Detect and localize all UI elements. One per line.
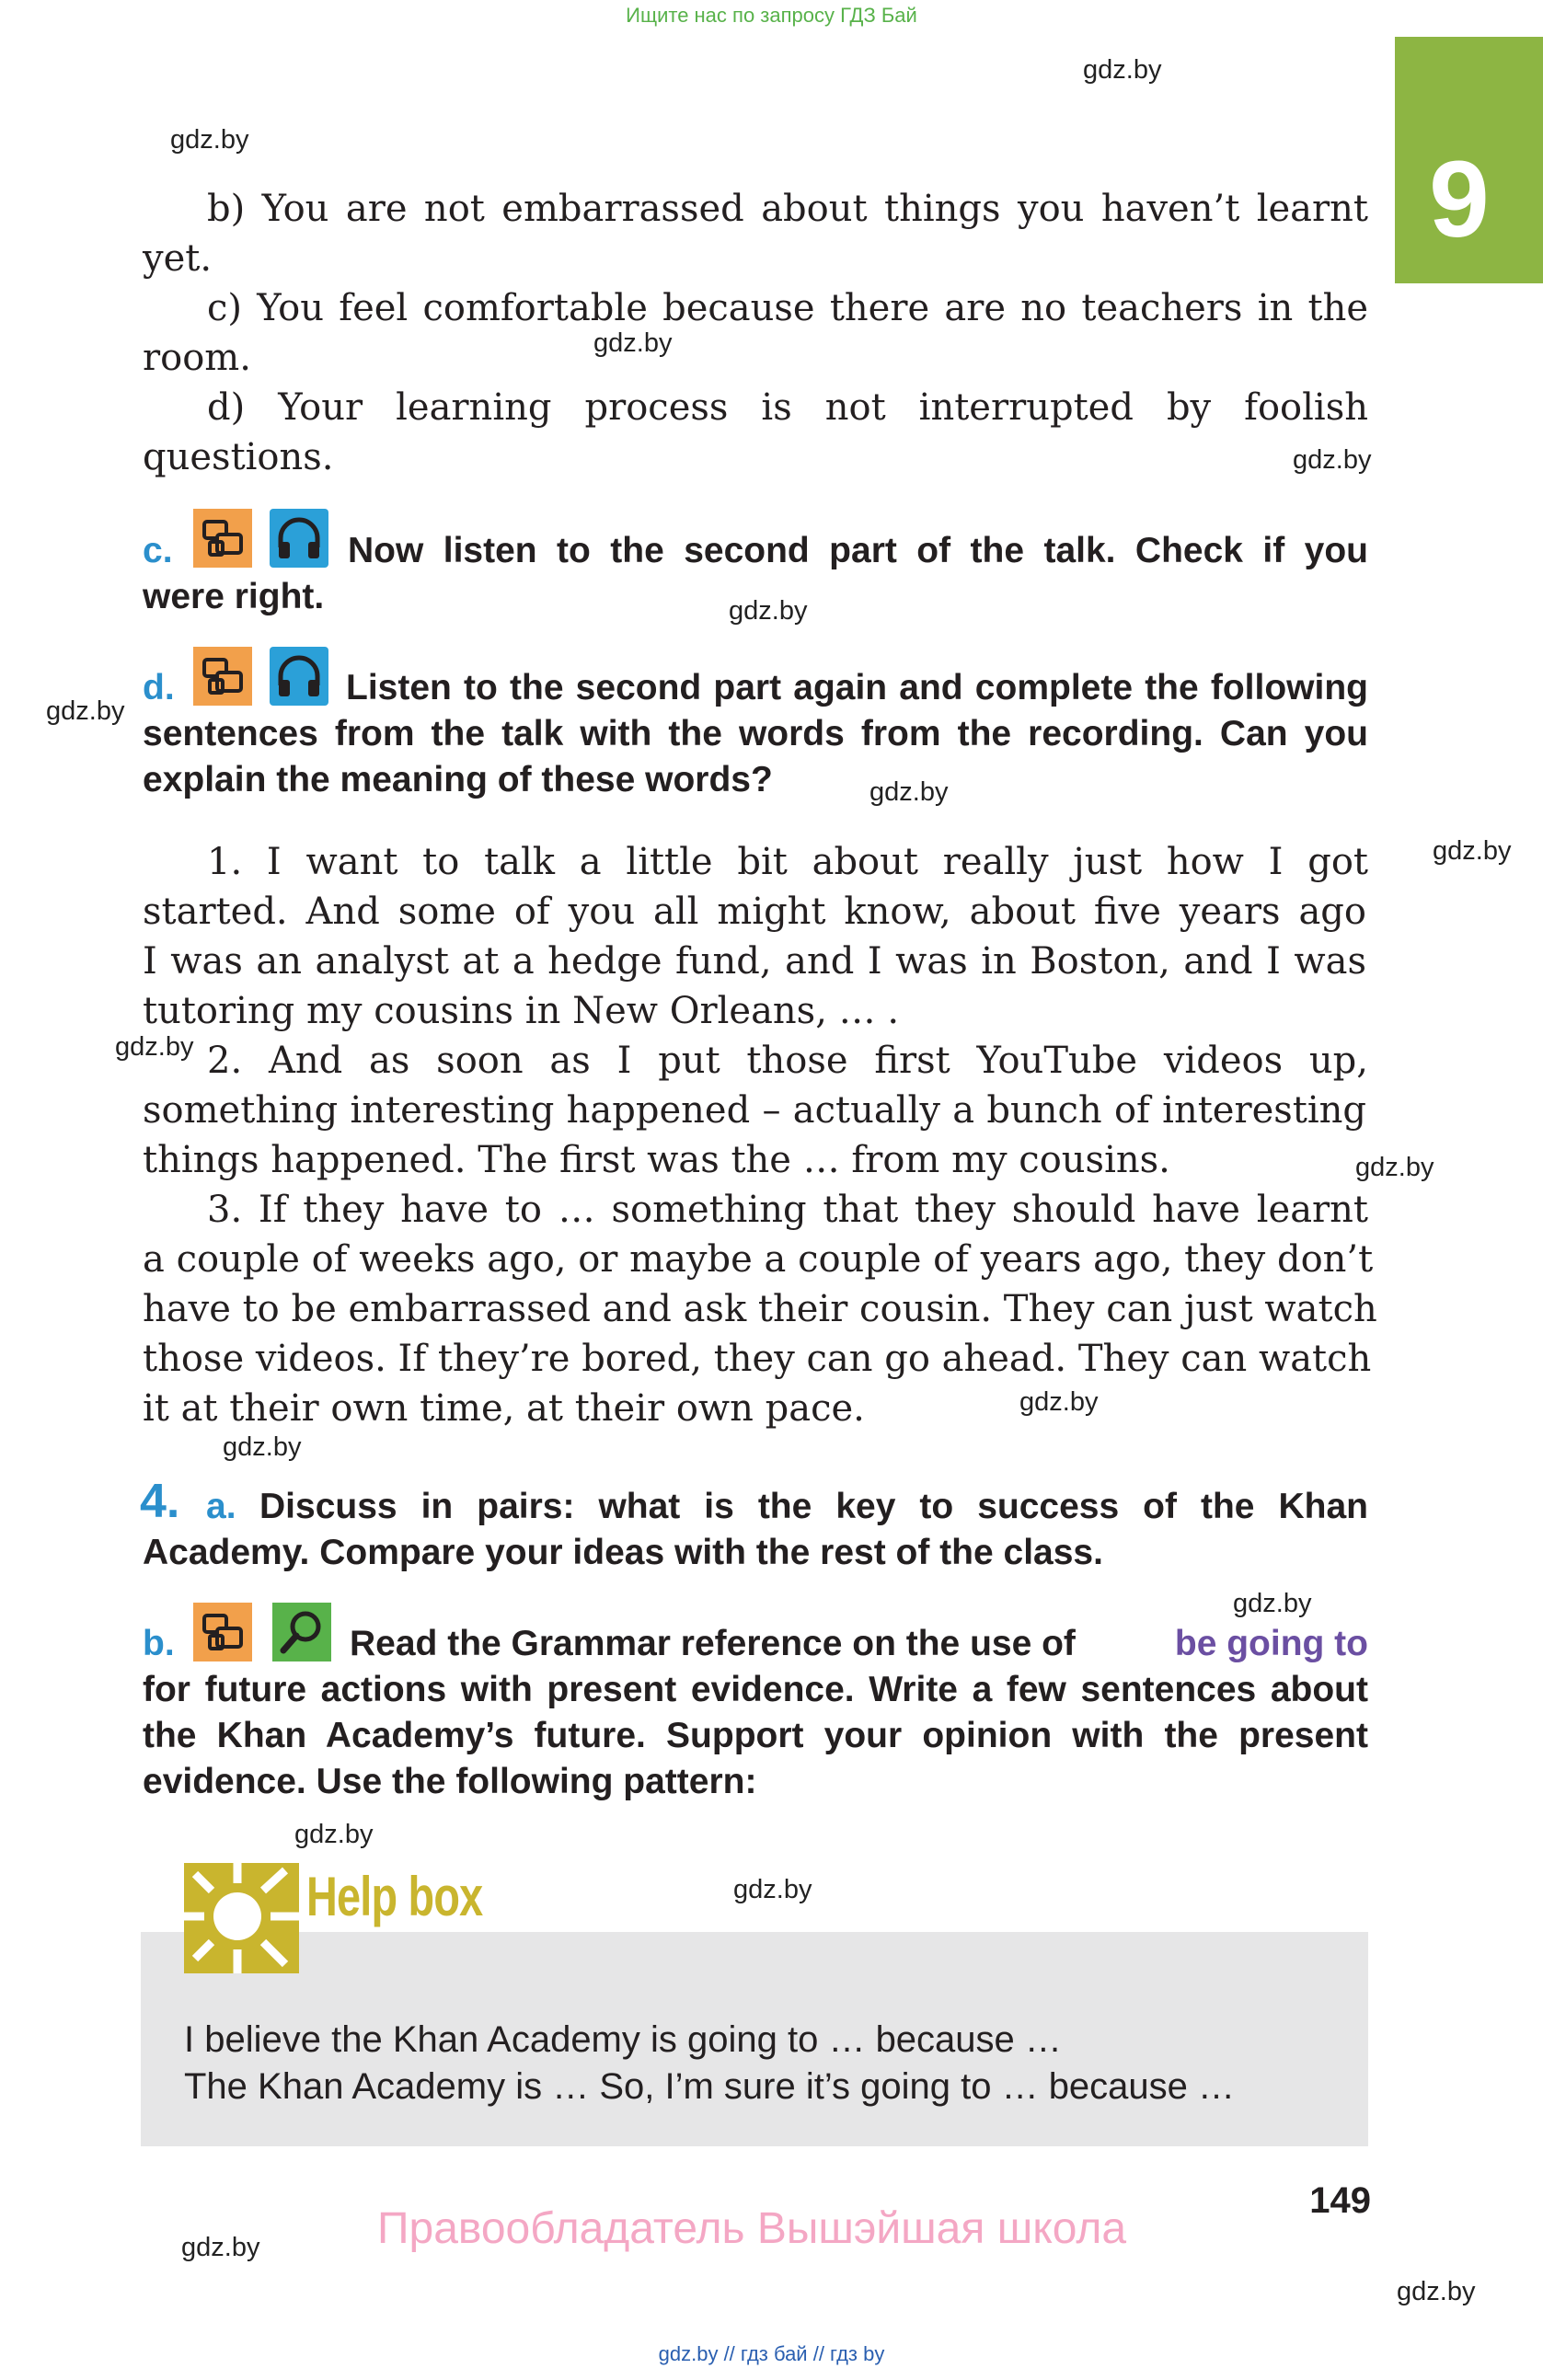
watermark: gdz.by (1019, 1387, 1099, 1417)
watermark: gdz.by (1397, 2277, 1476, 2306)
pair-work-icon (193, 1603, 252, 1661)
sentence-line: something interesting happened – actually a bunch of interesting (143, 1089, 1366, 1132)
option-line: b) You are not embarrassed about things you haven’t learnt (207, 188, 1368, 230)
watermark: gdz.by (223, 1432, 302, 1462)
watermark: gdz.by (1083, 55, 1162, 85)
sentence-line: tutoring my cousins in New Orleans, … . (143, 990, 900, 1032)
headphones-icon (270, 509, 328, 568)
watermark: gdz.by (593, 328, 673, 358)
task-4b-text: for future actions with present evidence. Write a few sentences about (143, 1670, 1368, 1709)
task-c-text: were right. (143, 577, 325, 616)
option-line: d) Your learning process is not interrupted by foolish (207, 386, 1368, 429)
task-c-text: Now listen to the second part of the talk. Check if you (348, 531, 1368, 570)
sentence-line: 2. And as soon as I put those first YouTube videos up, (207, 1040, 1368, 1082)
task-4-number: 4. (140, 1475, 180, 1528)
option-line: questions. (143, 436, 334, 478)
option-line: c) You feel comfortable because there are no teachers in the (207, 287, 1368, 329)
sentence-line: 1. I want to talk a little bit about really just how I got (207, 841, 1368, 883)
pair-work-icon (193, 509, 252, 568)
unit-number: 9 (1429, 139, 1490, 260)
task-d-text: Listen to the second part again and complete the following (346, 668, 1368, 707)
task-4b-letter: b. (143, 1624, 175, 1663)
watermark: gdz.by (115, 1032, 194, 1062)
watermark: gdz.by (1233, 1589, 1312, 1618)
rights-holder: Правообладатель Вышэйшая школа (377, 2204, 1127, 2253)
top-note: Ищите нас по запросу ГДЗ Бай (626, 4, 917, 27)
watermark: gdz.by (1293, 445, 1372, 475)
bottom-note: gdz.by // гдз бай // гдз by (658, 2342, 885, 2365)
task-4b-first-line (350, 1621, 1368, 1667)
task-d-text: sentences from the talk with the words from the recording. Can you (143, 714, 1368, 753)
grammar-highlight: be going to (1174, 1624, 1368, 1663)
task-4b-text: Read the Grammar reference on the use of (350, 1624, 1076, 1663)
task-4b-text: evidence. Use the following pattern: (143, 1762, 757, 1801)
task-c-letter: c. (143, 531, 173, 570)
sentence-line: those videos. If they’re bored, they can go ahead. They can watch (143, 1338, 1372, 1380)
task-4a-text: Discuss in pairs: what is the key to success of the Khan (259, 1487, 1368, 1526)
task-4a-letter: a. (206, 1487, 236, 1526)
magnifier-icon (272, 1603, 331, 1661)
watermark: gdz.by (733, 1875, 812, 1904)
watermark: gdz.by (1433, 836, 1512, 866)
sentence-line: things happened. The first was the … from my cousins. (143, 1139, 1170, 1181)
watermark: gdz.by (294, 1820, 374, 1849)
unit-tab (1395, 37, 1543, 283)
help-box-title: Help box (306, 1866, 483, 1927)
help-box-line: The Khan Academy is … So, I’m sure it’s going to … because … (184, 2066, 1236, 2107)
option-line: yet. (143, 237, 213, 280)
watermark: gdz.by (729, 596, 808, 626)
sentence-line: I was an analyst at a hedge fund, and I was in Boston, and I was (143, 940, 1366, 983)
watermark: gdz.by (181, 2233, 260, 2262)
sentence-line: have to be embarrassed and ask their cousin. They can just watch (143, 1288, 1377, 1330)
watermark: gdz.by (46, 696, 125, 726)
watermark: gdz.by (869, 777, 949, 807)
task-4b-text: the Khan Academy’s future. Support your opinion with the present (143, 1716, 1368, 1755)
sentence-line: a couple of weeks ago, or maybe a couple of years ago, they don’t (143, 1238, 1374, 1281)
watermark: gdz.by (170, 125, 249, 155)
sentence-line: it at their own time, at their own pace. (143, 1387, 865, 1430)
task-d-letter: d. (143, 668, 175, 707)
task-d-text: explain the meaning of these words? (143, 760, 773, 799)
option-line: room. (143, 337, 251, 379)
page-number: 149 (1309, 2180, 1371, 2221)
task-4a-text: Academy. Compare your ideas with the rest of the class. (143, 1533, 1103, 1572)
sentence-line: started. And some of you all might know, about five years ago (143, 891, 1366, 933)
watermark: gdz.by (1355, 1153, 1434, 1182)
help-box-line: I believe the Khan Academy is going to … because … (184, 2019, 1062, 2060)
sentence-line: 3. If they have to … something that they should have learnt (207, 1189, 1368, 1231)
pair-work-icon (193, 647, 252, 706)
headphones-icon (270, 647, 328, 706)
